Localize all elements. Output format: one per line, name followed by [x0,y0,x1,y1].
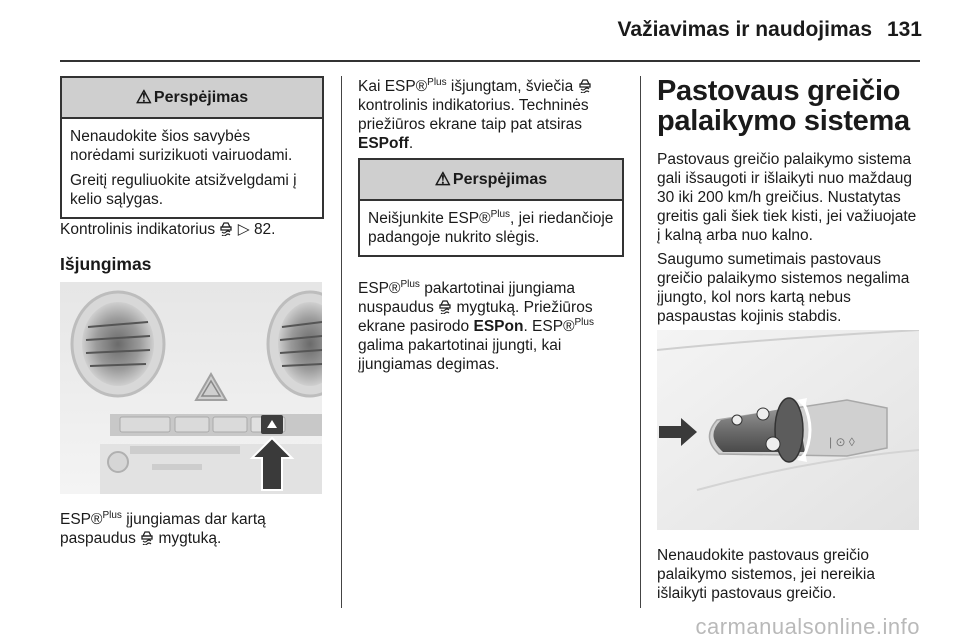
warning-text [368,209,614,247]
indicator-line [60,220,330,239]
column-divider-1 [341,76,342,608]
header-rule [60,60,920,62]
svg-text:| ⊙ ◊: | ⊙ ◊ [829,435,855,449]
cruise-control-stalk-illustration [657,330,919,530]
esp-off-paragraph [358,77,626,153]
watermark: carmanualsonline.info [695,614,920,639]
warning-triangle-icon: ⚠ [434,169,451,189]
heading-line-2: palaikymo sistema [657,105,910,137]
warning-box-1 [60,76,324,219]
plus-superscript: Plus [427,76,447,88]
warning-header [360,160,622,201]
warning-title: Perspėjimas [153,88,249,106]
plus-superscript: Plus [400,278,420,290]
esp-text: Kai ESP® [358,78,428,95]
para-text: kontrolinis indikatorius. Techninės priežiūros ekrane taip pat atsiras [358,97,589,133]
column-divider-2 [640,76,641,608]
para-text-end: mygtuką. [158,530,222,547]
esp-text: ESP® [358,280,401,297]
cruise-paragraph-2: Saugumo sumetimais pastovaus greičio palaikymo sistemos negalima įjungto, kol nors kartą nebus paspaustas kojinis stabdis. [657,251,910,325]
cruise-paragraph-1: Pastovaus greičio palaikymo sistema gali išsaugoti ir išlaikyti nuo maždaug 30 iki 200 km/h greičius. Nustatytas greitis gali šiek tiek kisti, jei važiuojate į kalną arba nuo kalno. [657,151,917,244]
cruise-paragraph-3: Nenaudokite pastovaus greičio palaikymo sistemos, jei nereikia išlaikyti pastovaus greičio. [657,547,875,602]
espoff-label: ESPoff [358,135,409,152]
plus-superscript: Plus [574,316,594,328]
plus-superscript: Plus [102,509,122,521]
warning-title: Perspėjimas [452,170,548,188]
warning-text-1: Nenaudokite šios savybės norėdami surizikuoti vairuodami. [70,128,293,164]
espon-label: ESPon [473,318,524,335]
section-heading-cruise-control [657,76,927,136]
esp-text: ESP® [60,511,103,528]
running-header-title: Važiavimas ir naudojimas [617,18,872,41]
warning-header [62,78,322,119]
warning-text-b: , jei riedančioje padangoje nukrito slėgis. [368,210,614,246]
para-text: . [408,135,414,152]
para-text: mygtuką. Priežiūros ekrane pasirodo [358,299,593,335]
heading-line-1: Pastovaus greičio [657,75,901,107]
para-text: galima pakartotinai įjungti, kai įjungiamas degimas. [358,337,562,373]
indicator-text: Kontrolinis indikatorius [60,221,216,238]
para-text-mid: įjungiamas dar kartą paspaudus [60,511,266,547]
warning-body [360,201,622,255]
warning-box-2 [358,158,624,257]
indicator-page-ref: 82. [253,221,276,238]
warning-text-a: Neišjunkite ESP® [368,210,491,227]
section-heading-isjungimas: Išjungimas [60,254,152,274]
para-text: išjungtam, šviečia [446,78,574,95]
warning-text-2: Greitį reguliuokite atsižvelgdami į kelio sąlygas. [70,172,297,208]
para-text: . ESP® [523,318,575,335]
esp-car-icon [438,299,452,314]
page-number: 131 [886,18,922,41]
esp-car-icon [578,78,592,93]
warning-triangle-icon: ⚠ [135,87,152,107]
dashboard-esp-button-illustration [60,282,322,494]
warning-body [62,119,322,217]
esp-reenable-paragraph [60,510,330,548]
esp-car-icon [219,221,233,236]
para-text: pakartotinai įjungiama nuspaudus [358,280,575,316]
esp-car-icon [140,530,154,545]
page-ref-arrow-icon: ▷ [237,221,250,238]
plus-superscript: Plus [490,208,511,220]
esp-on-paragraph [358,279,626,374]
